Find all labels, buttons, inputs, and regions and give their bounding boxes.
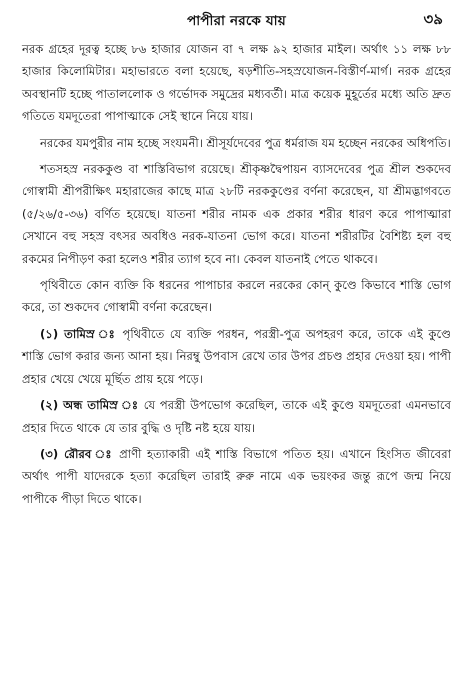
paragraph-1	[22, 38, 451, 128]
body-text	[22, 38, 451, 510]
term-tamisra: (১) তামিস্র ঃ	[40, 326, 117, 341]
paragraph-3	[22, 158, 451, 270]
paragraph-tamisra-text: পৃথিবীতে যে ব্যক্তি পরধন, পরস্ত্রী-পুত্র অপহরণ করে, তাকে এই কুণ্ডে শাস্তি ভোগ করার জন্য আনা হয়। নিরম্বু উপবাস রেখে তার উপর প্রচণ্ড প্রহার দেওয়া হয়। পাপী প্রহার খেয়ে খেয়ে মূর্ছিত প্রায় হয়ে পড়ে।	[22, 326, 451, 386]
page-number: ৩৯	[423, 10, 443, 28]
running-title: পাপীরা নরকে যায়	[187, 13, 286, 29]
paragraph-3-text: শতসহস্র নরককুণ্ড বা শাস্তিবিভাগ রয়েছে। শ্রীকৃষ্ণদ্বৈপায়ন ব্যাসদেবের পুত্র শ্রীল শুকদেব গোস্বামী শ্রীপরীক্ষিৎ মহারাজের কাছে মাত্র ২৮টি নরককুণ্ডের বর্ণনা করেছেন, যা শ্রীমদ্ভাগবতে (৫/২৬/৫-৩৬) বর্ণিত হয়েছে। যাতনা শরীর নামক এক প্রকার শরীর ধারণ করে পাপাত্মারা সেখানে বহু সহস্র বৎসর অবধিও নরক-যাতনা ভোগ করে। যাতনা শরীরটির বৈশিষ্ট্য হল বহু রকমের নিপীড়ণ করা হলেও শরীর ত্যাগ হবে না। কেবল যাতনাই পেতে থাকবে।	[22, 162, 451, 266]
term-raurava: (৩) রৌরব ঃ	[40, 446, 114, 461]
paragraph-2	[22, 132, 451, 154]
paragraph-andha-tamisra-text: যে পরস্ত্রী উপভোগ করেছিল, তাকে এই কুণ্ডে যমদূতেরা এমনভাবে প্রহার দিতে থাকে যে তার বুদ্ধি ও দৃষ্টি নষ্ট হয়ে যায়।	[22, 398, 452, 435]
paragraph-andha-tamisra	[22, 394, 451, 439]
term-andha-tamisra: (২) অন্ধ তামিস্র ঃ	[40, 398, 140, 413]
paragraph-1-text: নরক গ্রহের দূরত্ব হচ্ছে ৮৬ হাজার যোজন বা ৭ লক্ষ ৯২ হাজার মাইল। অর্থাৎ ১১ লক্ষ ৮৮ হাজার কিলোমিটার। মহাভারতে বলা হয়েছে, ষড়শীতি-সহস্রযোজন-বিস্তীর্ণ-মার্গ। নরক গ্রহের অবস্থানটি হচ্ছে পাতাললোক ও গর্ভোদক সমুদ্রের মধ্যবর্তী। মাত্র কয়েক মুহূর্তের মধ্যে অতি দ্রুত গতিতে যমদূতেরা পাপাত্মাকে সেই স্থানে নিয়ে যায়।	[22, 42, 451, 124]
paragraph-raurava	[22, 443, 451, 510]
paragraph-4-text: পৃথিবীতে কোন ব্যক্তি কি ধরনের পাপাচার করলে নরকের কোন্ কুণ্ডে কিভাবে শাস্তি ভোগ করে, তা শুকদেব গোস্বামী বর্ণনা করেছেন।	[22, 278, 451, 315]
paragraph-2-text: নরকের যমপুরীর নাম হচ্ছে সংযমনী। শ্রীসূর্যদেবের পুত্র ধর্মরাজ যম হচ্ছেন নরকের অধিপতি।	[40, 135, 451, 150]
paragraph-4	[22, 274, 451, 319]
page-header	[22, 6, 451, 36]
paragraph-tamisra	[22, 323, 451, 390]
paragraph-raurava-text: প্রাণী হত্যাকারী এই শাস্তি বিভাগে পতিত হয়। এখানে হিংসিত জীবেরা অর্থাৎ পাপী যাদেরকে হত্যা করেছিল তারাই রুরু নামে এক ভয়ংকর জন্তু রূপে জন্ম নিয়ে পাপীকে পীড়া দিতে থাকে।	[22, 446, 451, 506]
